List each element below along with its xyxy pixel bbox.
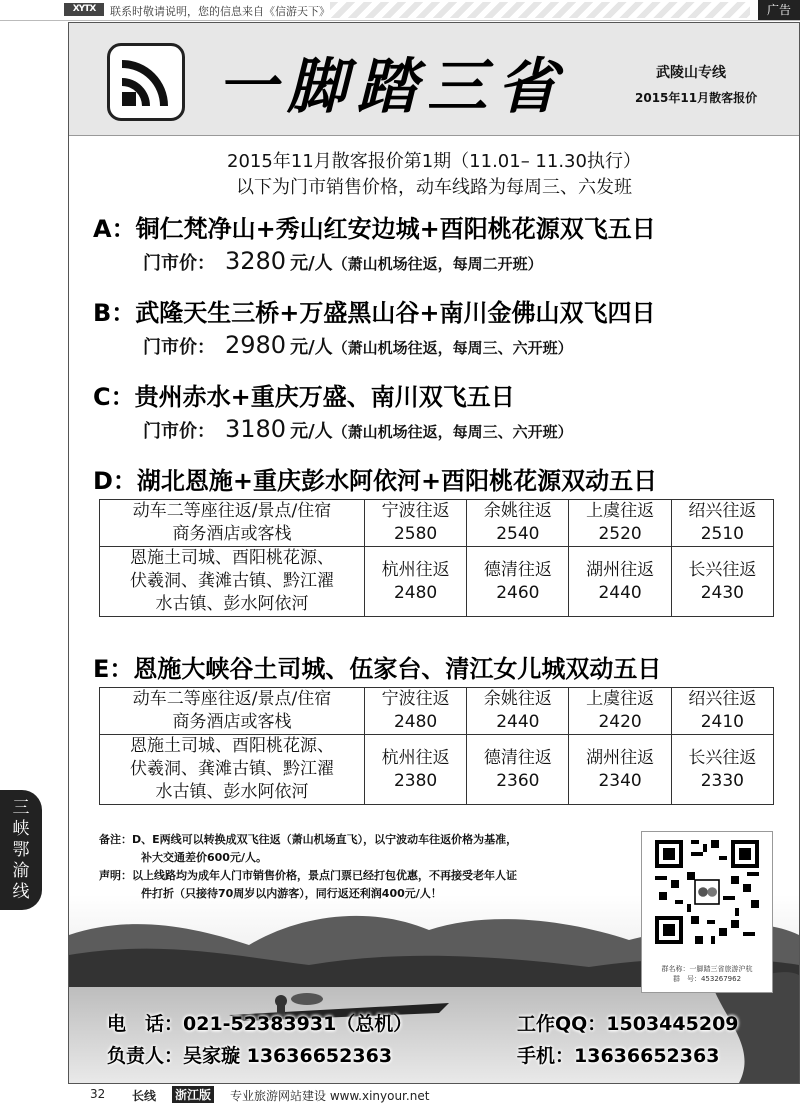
side-tab-char: 鄂 xyxy=(12,840,30,860)
fare-city: 杭州往返 xyxy=(381,559,450,580)
desc-line: 商务酒店或客栈 xyxy=(172,524,292,544)
fare-price: 2440 xyxy=(598,582,642,603)
notes-block xyxy=(99,831,659,903)
fare-price: 2430 xyxy=(700,582,744,603)
fare-cell xyxy=(467,735,569,805)
fare-city: 宁波往返 xyxy=(381,501,450,521)
route-e-fare-table xyxy=(99,687,774,805)
route-b-title: B：武隆天生三桥+万盛黑山谷+南川金佛山双飞四日 xyxy=(93,299,656,327)
contact-phone: 电 话：021-52383931（总机） xyxy=(107,1013,413,1035)
fare-city: 上虞往返 xyxy=(586,689,655,709)
fare-price: 2410 xyxy=(700,712,744,732)
route-a-price xyxy=(143,247,543,275)
fare-price: 2480 xyxy=(393,712,438,732)
side-tab-char: 渝 xyxy=(12,861,30,881)
desc-line: 伏羲洞、龚滩古镇、黔江濯 xyxy=(130,571,334,591)
contact-qq: 工作QQ：1503445209 xyxy=(517,1013,739,1035)
fare-cell xyxy=(365,500,467,547)
magazine-logo: XYTX xyxy=(64,3,104,16)
remark-note-cont: 补大交通差价600元/人。 xyxy=(141,851,267,864)
fare-city: 绍兴往返 xyxy=(688,501,757,521)
table-row xyxy=(100,688,774,735)
qr-group-number: 群 号：453267962 xyxy=(672,975,742,983)
fare-price: 2520 xyxy=(598,524,642,544)
desc-line: 水古镇、彭水阿依河 xyxy=(155,594,309,614)
desc-line: 动车二等座往返/景点/住宿 xyxy=(132,689,332,709)
brand-title: 一脚踏三省 xyxy=(217,52,567,122)
qr-group-name: 群名称：一脚踏三省旅游沪杭 xyxy=(661,965,753,973)
desc-line: 恩施土司城、酉阳桃花源、 xyxy=(130,736,334,756)
side-tab-char: 三 xyxy=(12,798,30,818)
qr-caption xyxy=(642,964,772,984)
page-footer xyxy=(0,1084,800,1104)
top-strip xyxy=(0,0,800,21)
fare-cell xyxy=(671,500,773,547)
fare-cell xyxy=(467,547,569,617)
route-d-title: D：湖北恩施+重庆彭水阿依河+酉阳桃花源双动五日 xyxy=(93,467,658,495)
publication-section: 长线 xyxy=(132,1089,157,1103)
fare-city: 绍兴往返 xyxy=(688,689,757,709)
route-d-fare-table xyxy=(99,499,774,617)
ad-frame xyxy=(68,22,800,1084)
intro-schedule: 以下为门市销售价格，动车线路为每周三、六发班 xyxy=(236,177,632,198)
fare-cell xyxy=(671,547,773,617)
route-e-title: E：恩施大峡谷土司城、伍家台、清江女儿城双动五日 xyxy=(93,655,662,683)
remark-note: 备注：D、E两线可以转换成双飞往返（萧山机场直飞），以宁波动车往返价格为基准， xyxy=(99,833,518,846)
desc-line: 动车二等座往返/景点/住宿 xyxy=(132,501,332,521)
desc-line: 恩施土司城、酉阳桃花源、 xyxy=(130,548,334,568)
price-label: 门市价： xyxy=(143,337,215,358)
qr-code-card[interactable] xyxy=(641,831,773,993)
fare-price: 2330 xyxy=(700,770,744,791)
price-unit: 元/人 xyxy=(290,253,333,274)
qr-code-icon[interactable] xyxy=(655,840,759,944)
price-label: 门市价： xyxy=(143,253,215,274)
fare-includes xyxy=(100,735,365,805)
footer-site: 专业旅游网站建设 www.xinyour.net xyxy=(230,1089,430,1103)
price-label: 门市价： xyxy=(143,421,215,442)
desc-line: 水古镇、彭水阿依河 xyxy=(155,782,309,802)
price-note: （萧山机场往返，每周二开班） xyxy=(332,255,543,273)
fare-cell xyxy=(467,688,569,735)
source-note: 联系时敬请说明，您的信息来自《信游天下》 xyxy=(110,5,330,18)
desc-line: 伏羲洞、龚滩古镇、黔江濯 xyxy=(130,759,334,779)
fare-price: 2380 xyxy=(393,770,438,791)
price-note: （萧山机场往返，每周三、六开班） xyxy=(332,339,573,357)
fare-price: 2440 xyxy=(496,712,540,732)
contact-mobile: 手机：13636652363 xyxy=(517,1045,720,1067)
fare-city: 湖州往返 xyxy=(586,559,655,580)
price-unit: 元/人 xyxy=(290,337,333,358)
desc-line: 商务酒店或客栈 xyxy=(172,712,292,732)
fare-cell xyxy=(365,547,467,617)
fare-cell xyxy=(569,735,671,805)
fare-cell xyxy=(365,735,467,805)
fare-city: 余姚往返 xyxy=(483,689,552,709)
fare-cell xyxy=(365,688,467,735)
page-number: 32 xyxy=(90,1087,106,1101)
fare-cell xyxy=(467,500,569,547)
fare-price: 2420 xyxy=(598,712,642,732)
fare-cell xyxy=(671,688,773,735)
fare-includes xyxy=(100,500,365,547)
fare-price: 2580 xyxy=(393,524,438,544)
fare-city: 长兴往返 xyxy=(688,747,757,768)
fare-cell xyxy=(569,500,671,547)
price-value: 2980 xyxy=(225,331,287,359)
line-subtitle: 2015年11月散客报价 xyxy=(635,91,758,105)
fare-city: 余姚往返 xyxy=(483,501,552,521)
price-note: （萧山机场往返，每周三、六开班） xyxy=(332,423,573,441)
fare-includes xyxy=(100,547,365,617)
edition-badge: 浙江版 xyxy=(172,1086,214,1103)
fare-includes xyxy=(100,688,365,735)
fare-price: 2360 xyxy=(496,770,540,791)
side-tab-char: 线 xyxy=(12,882,30,902)
side-tab-char: 峡 xyxy=(12,819,30,839)
fare-city: 湖州往返 xyxy=(586,747,655,768)
route-c-price xyxy=(143,415,573,443)
statement-note: 声明：以上线路均为成年人门市销售价格，景点门票已经打包优惠，不再接受老年人证 xyxy=(99,869,517,882)
table-row xyxy=(100,547,774,617)
fare-cell xyxy=(671,735,773,805)
table-row xyxy=(100,500,774,547)
route-c-title: C：贵州赤水+重庆万盛、南川双飞五日 xyxy=(93,383,515,411)
price-value: 3180 xyxy=(225,415,287,443)
fare-city: 德清往返 xyxy=(483,559,552,580)
contact-person: 负责人：吴家璇 13636652363 xyxy=(107,1045,393,1067)
fare-price: 2480 xyxy=(393,582,438,603)
ad-tag: 广告 xyxy=(758,0,800,20)
fare-price: 2510 xyxy=(700,524,744,544)
intro-period: 2015年11月散客报价第1期（11.01– 11.30执行） xyxy=(227,151,641,172)
section-side-tab xyxy=(0,790,42,910)
statement-note-cont: 件打折（只接待70周岁以内游客），同行返还利润400元/人！ xyxy=(141,887,442,900)
table-row xyxy=(100,735,774,805)
fare-city: 德清往返 xyxy=(483,747,552,768)
fare-price: 2340 xyxy=(598,770,642,791)
fare-cell xyxy=(569,547,671,617)
fare-city: 上虞往返 xyxy=(586,501,655,521)
route-b-price xyxy=(143,331,573,359)
ad-header xyxy=(69,23,799,136)
price-value: 3280 xyxy=(225,247,287,275)
fare-city: 长兴往返 xyxy=(688,559,757,580)
fare-cell xyxy=(569,688,671,735)
signal-logo-icon xyxy=(107,43,185,121)
price-unit: 元/人 xyxy=(290,421,333,442)
fare-price: 2540 xyxy=(496,524,540,544)
fare-city: 杭州往返 xyxy=(381,747,450,768)
route-a-title: A：铜仁梵净山+秀山红安边城+酉阳桃花源双飞五日 xyxy=(93,215,656,243)
fare-city: 宁波往返 xyxy=(381,689,450,709)
line-tag: 武陵山专线 xyxy=(656,65,726,81)
decorative-stripes xyxy=(330,2,750,18)
fare-price: 2460 xyxy=(496,582,540,603)
